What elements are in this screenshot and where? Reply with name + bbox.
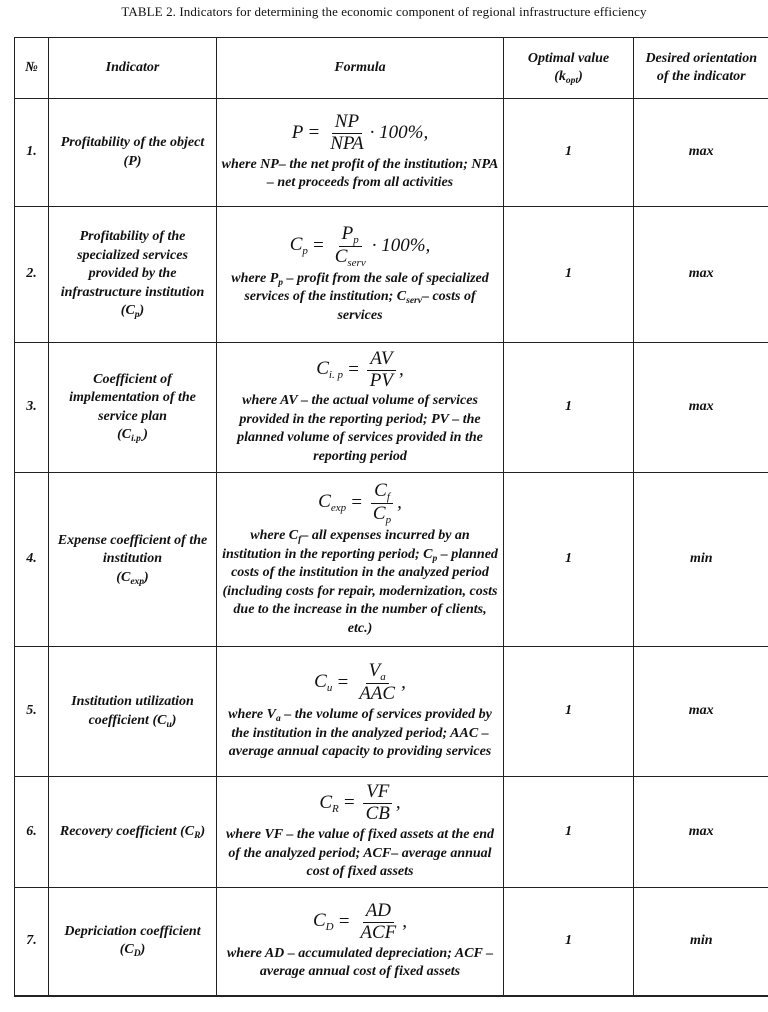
indicator-text: Recovery coefficient (C [59,823,195,839]
optimal-value-cell: 1 [504,343,634,473]
formula-cell [217,888,504,996]
indicator-cell: Coefficient of implementation of the service plan $(C_{i.p.})$ [49,343,217,473]
row-number: 1. [15,99,49,207]
orientation-cell: max [634,777,768,888]
indicator-text: Coefficient of implementation of the service plan [69,371,196,424]
orientation-cell: max [634,99,768,207]
formula-lhs: $C_D$ [312,910,334,934]
header-orientation: Desired orientation of the indicator [634,38,768,99]
formula-equation: $C_u$ = $\frac{V_a}{\text{AAC}}$ , [314,660,406,705]
formula-tail: , [399,358,404,380]
formula-tail: , [402,910,408,932]
indicator-cell: Profitability of the object (P) [49,99,217,207]
optimal-value-cell: 1 [504,473,634,647]
orientation-cell: min [634,888,768,996]
formula-numerator: $P_p$ [339,224,362,247]
formula-denominator: $C_{serv}$ [334,245,366,269]
formula-tail: , [395,792,401,814]
optimal-value-cell: 1 [504,888,634,996]
formula-equation: $C_{exp}$ = $\frac{C_f}{C_p}$ , [318,479,402,526]
formula-cell [217,647,504,777]
row-number: 4. [15,473,49,647]
formula-lhs: $C_{i. p}$ [316,357,343,381]
formula-fraction [363,782,393,825]
formula-numerator: NP [332,112,362,134]
formula-denominator: ACF [360,921,397,943]
indicator-cell: Expense coefficient of the institution $(C_{exp})$ [49,473,217,647]
formula-lhs: $C_R$ [319,791,339,815]
optimal-value-cell: 1 [504,207,634,343]
indicator-symbol: C [120,569,131,585]
formula-explanation: where AV – the actual volume of services provided in the reporting period; PV – the planned volume of services provided in the reporting period [237,393,483,464]
formula-cell [217,99,504,207]
indicator-symbol-sub: p [134,310,140,321]
formula-explanation: where $P_p$ – profit from the sale of specialized services of the institution; $C_{serv}-$ costs of services [231,270,489,323]
indicator-symbol-sub: exp [130,576,145,587]
indicator-cell: Profitability of the specialized services provided by the infrastructure institution $(C_p)$ [49,207,217,343]
formula-numerator: $V_a$ [366,661,389,684]
table-row [15,777,768,888]
indicator-cell: Depriciation coefficient $(C_D)$ [49,888,217,996]
formula-equation: $C_R$ = $\frac{VF}{CB}$ , [319,781,401,825]
indicator-text: Depriciation coefficient (C [64,923,201,958]
formula-explanation: where AD – accumulated depreciation; ACF – average annual cost of fixed assets [226,945,494,980]
formula-cell [217,777,504,888]
formula-equation: $C_{i. p}$ = $\frac{AV}{PV}$ , [316,347,404,391]
table-row [15,99,768,207]
indicator-text: Institution utilization coefficient (C [71,694,194,728]
indicator-symbol: C [125,303,135,319]
optimal-value-cell: 1 [504,647,634,777]
table-row [15,888,768,996]
indicator-cell: Recovery coefficient $(C_R)$ [49,777,217,888]
formula-tail: · 100%, [369,122,429,144]
formula-fraction [327,112,366,155]
row-number: 5. [15,647,49,777]
row-number: 3. [15,343,49,473]
table-row [15,207,768,343]
header-optimal-k: (k [554,69,566,84]
formula-lhs: $C_u$ [314,671,333,695]
table-caption: TABLE 2. Indicators for determining the economic component of regional infrastructure efficiency [121,4,647,19]
formula-numerator: VF [363,782,392,804]
formula-fraction [356,661,398,705]
indicator-symbol-sub: u [166,719,172,730]
orientation-cell: max [634,343,768,473]
formula-equation: $C_p$ = $\frac{P_p}{C_{serv}}$ · 100%, [289,222,431,269]
formula-denominator: CB [365,803,390,825]
formula-fraction [332,224,369,269]
header-row [15,38,768,99]
formula-tail: , [401,671,406,693]
indicators-table [14,37,768,997]
formula-numerator: AD [363,901,394,923]
row-number: 2. [15,207,49,343]
indicator-symbol-sub: D [133,949,141,960]
formula-cell [217,343,504,473]
header-optimal-sub: opt [565,76,579,86]
formula-denominator: AAC [359,683,396,705]
header-formula: Formula [217,38,504,99]
formula-fraction [357,901,399,944]
formula-explanation: where NP– the net profit of the institution; NPA – net proceeds from all activities [221,156,499,191]
header-optimal-label: Optimal value [527,51,610,66]
row-number: 7. [15,888,49,996]
header-number: № [15,38,49,99]
indicator-text: Profitability of the specialized services provided by the infrastructure institution [60,229,205,300]
indicator-symbol: C [121,427,132,442]
formula-tail: , [397,492,402,514]
formula-numerator: AV [367,349,395,371]
formula-fraction [370,481,394,526]
table-row [15,647,768,777]
formula-explanation: where $V_a$ – the volume of services provided by the institution in the analyzed period; AAC – average annual capacity to providing services [228,707,492,760]
formula-explanation: where $C_f-$ all expenses incurred by an institution in the reporting period; $C_p$ – planned costs of the institution in the analyzed period (including costs for repair, modernization, costs due to the increase in the number of clients, etc.) [222,528,498,636]
formula-cell [217,207,504,343]
formula-denominator: $C_p$ [372,503,392,526]
formula-explanation: where VF – the value of fixed assets at the end of the analyzed period; ACF– average annual cost of fixed assets [225,827,495,880]
orientation-cell: max [634,647,768,777]
indicator-symbol-sub: R [194,830,201,841]
header-optimal-value [504,38,634,99]
indicator-symbol-sub: i.p. [131,434,144,444]
formula-tail: · 100%, [371,234,431,256]
formula-equation: P = $\frac{NP}{\text{NPA}}$ · 100%, [291,111,429,154]
formula-cell [217,473,504,647]
orientation-cell: max [634,207,768,343]
formula-equation: $C_D$ = $\frac{AD}{\text{ACF}}$ , [312,899,408,943]
header-indicator: Indicator [49,38,217,99]
row-number: 6. [15,777,49,888]
formula-denominator: PV [369,369,394,391]
optimal-value-cell: 1 [504,99,634,207]
indicator-text: Expense coefficient of the institution [57,532,208,567]
formula-lhs: $C_p$ [289,234,308,258]
optimal-value-cell: 1 [504,777,634,888]
formula-lhs: $C_{exp}$ [318,491,347,515]
table-row [15,473,768,647]
formula-fraction [367,349,396,392]
formula-lhs: P [291,122,304,144]
formula-numerator: $C_f$ [371,481,393,504]
header-optimal-close: ) [578,69,583,84]
indicator-cell: Institution utilization coefficient $(C_u)$ [49,647,217,777]
table-row [15,343,768,473]
formula-denominator: NPA [330,133,364,154]
orientation-cell: min [634,473,768,647]
